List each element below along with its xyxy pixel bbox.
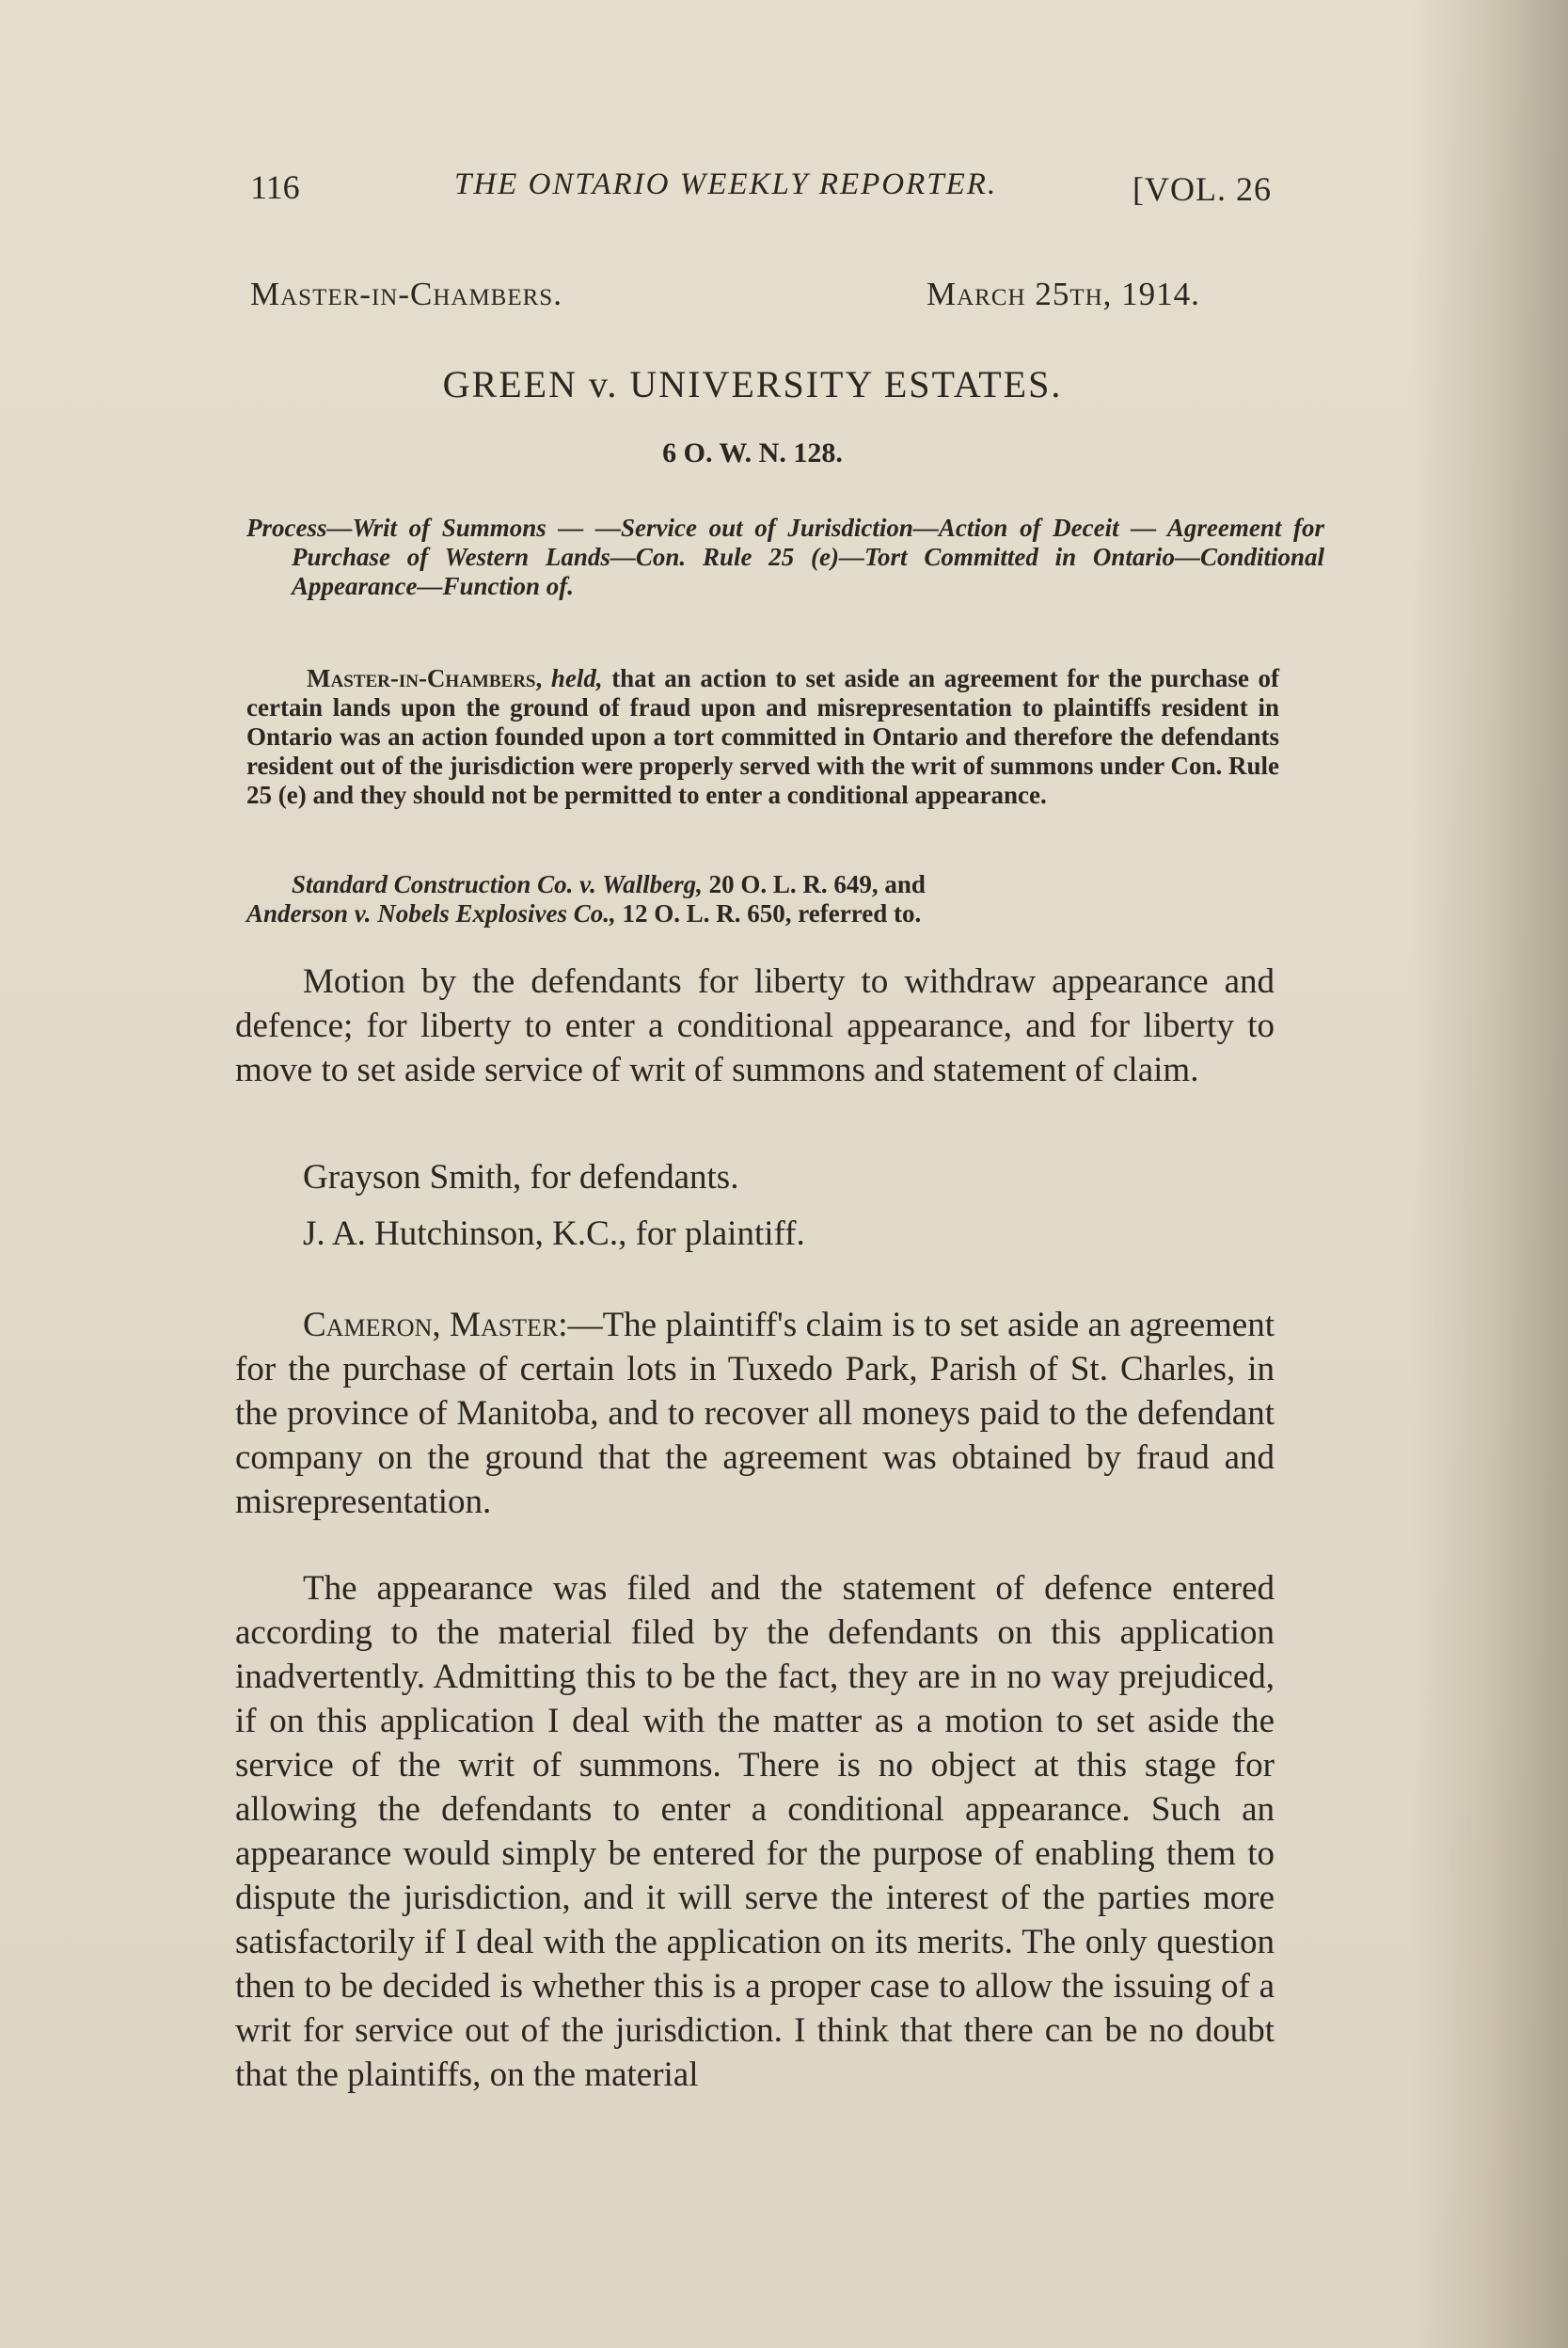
- judgment-paragraph-2: The appearance was filed and the statement of defence entered according to the material filed by the defendants on this application inadvertently. Admitting this to be the fact, they are in no way prejudiced, if on this application I deal with the matter as a motion to set aside the service of the writ of summons. There is no object at this stage for allowing the defendants to enter a conditional appearance. Such an appearance would simply be entered for the purpose of enabling them to dispute the jurisdiction, and it will serve the interest of the parties more satisfactorily if I deal with the application on its merits. The only question then to be decided is whether this is a proper case to allow the issuing of a writ for service out of the jurisdiction. I think that there can be no doubt that the plaintiffs, on the material: [235, 1569, 1275, 2094]
- counsel-defendants: Grayson Smith, for defendants.: [303, 1158, 739, 1197]
- reference-2-cite: 12 O. L. R. 650, referred to.: [622, 899, 922, 928]
- judgment-speaker: Cameron, Master: [303, 1306, 559, 1344]
- reference-2-name: Anderson v. Nobels Explosives Co.,: [246, 899, 616, 928]
- case-title: GREEN v. UNIVERSITY ESTATES.: [442, 363, 1063, 405]
- court-name: Master-in-Chambers.: [250, 276, 562, 312]
- holding-text: that an action to set aside an agreement for the purchase of certain lands upon the ground of fraud upon and misrepresentation to plaintiffs resident in Ontario was an action founded upon a tort committed in Ontario and therefore the defendants resident out of the jurisdiction were properly served with the writ of summons under Con. Rule 25 (e) and they should not be permitted to enter a conditional appearance.: [246, 664, 1279, 809]
- counsel-plaintiff: J. A. Hutchinson, K.C., for plaintiff.: [303, 1214, 805, 1253]
- judgment-para1-text: :—The plaintiff's claim is to set aside an agreement for the purchase of certain lots in Tuxedo Park, Parish of St. Charles, in the province of Manitoba, and to recover all moneys paid to the defendant company on the ground that the agreement was obtained by fraud and misrepresentation.: [235, 1306, 1275, 1521]
- running-title: THE ONTARIO WEEKLY REPORTER.: [454, 167, 998, 201]
- reference-1-name: Standard Construction Co. v. Wallberg,: [292, 870, 703, 898]
- page-number: 116: [250, 168, 300, 206]
- headnote-subject: Process—Writ of Summons — —Service out of Jurisdiction—Action of Deceit — Agreement for Purchase of Western Lands—Con. Rule 25 (e)—Tort Committed in Ontario—Conditional Appearance—Function of.: [246, 514, 1324, 600]
- holding-court: Master-in-Chambers,: [307, 664, 543, 692]
- decision-date: March 25th, 1914.: [927, 276, 1200, 312]
- holding-held: held,: [550, 664, 603, 692]
- judgment-paragraph-1: [235, 1303, 1275, 1524]
- motion-paragraph: Motion by the defendants for liberty to withdraw appearance and defence; for liberty to enter a conditional appearance, and for liberty to move to set aside service of writ of summons and statement of claim.: [235, 962, 1275, 1089]
- volume-label: [VOL. 26: [1132, 170, 1272, 208]
- headnote-holding: [246, 664, 1279, 810]
- case-citation: 6 O. W. N. 128.: [662, 437, 843, 468]
- reference-1-cite: 20 O. L. R. 649, and: [708, 870, 926, 898]
- headnote-references: [246, 870, 1279, 928]
